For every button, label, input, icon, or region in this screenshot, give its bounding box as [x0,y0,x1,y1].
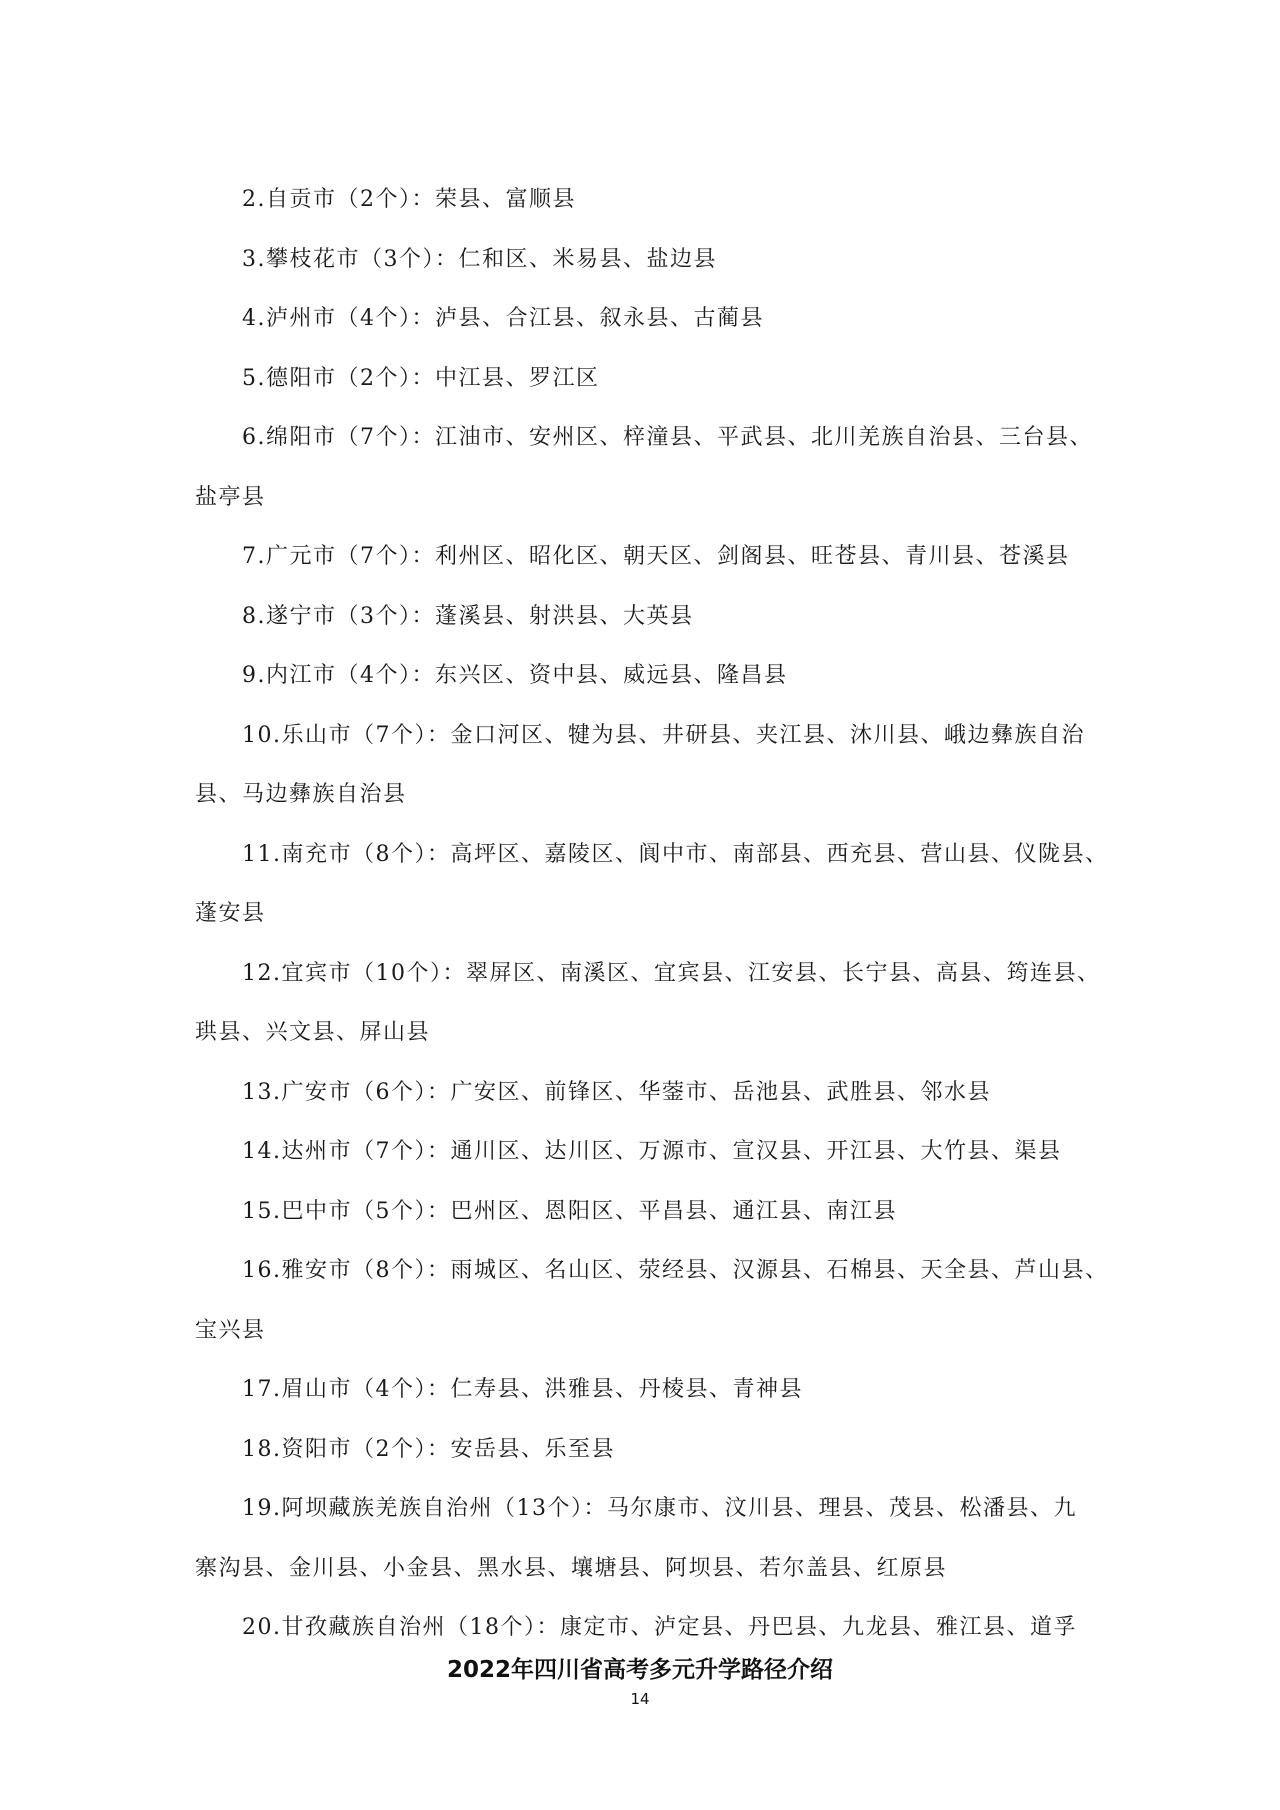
text-line: 15.巴中市（5个）：巴州区、恩阳区、平昌县、通江县、南江县 [242,1198,897,1224]
text-line: 蓬安县 [195,901,266,926]
text-line: 盐亭县 [195,484,266,510]
text-line: 寨沟县、金川县、小金县、黑水县、壤塘县、阿坝县、若尔盖县、红原县 [195,1555,948,1581]
text-line: 10.乐山市（7个）：金口河区、犍为县、井研县、夹江县、沐川县、峨边彝族自治 [242,722,1085,748]
text-line: 6.绵阳市（7个）：江油市、安州区、梓潼县、平武县、北川羌族自治县、三台县、 [242,425,1093,450]
text-line: 17.眉山市（4个）：仁寿县、洪雅县、丹棱县、青神县 [242,1377,803,1402]
text-line: 13.广安市（6个）：广安区、前锋区、华蓥市、岳池县、武胜县、邻水县 [242,1079,991,1105]
text-line: 5.德阳市（2个）：中江县、罗江区 [242,365,600,391]
text-line: 14.达州市（7个）：通川区、达川区、万源市、宣汉县、开江县、大竹县、渠县 [242,1139,1062,1164]
text-line: 9.内江市（4个）：东兴区、资中县、威远县、隆昌县 [242,663,788,688]
text-line: 2.自贡市（2个）：荣县、富顺县 [242,187,576,212]
text-line: 8.遂宁市（3个）：蓬溪县、射洪县、大英县 [242,603,694,629]
text-line: 16.雅安市（8个）：雨城区、名山区、荥经县、汉源县、石棉县、天全县、芦山县、 [242,1258,1109,1283]
text-line: 7.广元市（7个）：利州区、昭化区、朝天区、剑阁县、旺苍县、青川县、苍溪县 [242,544,1070,569]
text-line: 3.攀枝花市（3个）：仁和区、米易县、盐边县 [242,246,717,272]
text-line: 19.阿坝藏族羌族自治州（13个）：马尔康市、汶川县、理县、茂县、松潘县、九 [242,1496,1077,1521]
page-number: 14 [630,1690,650,1708]
text-line: 11.南充市（8个）：高坪区、嘉陵区、阆中市、南部县、西充县、营山县、仪陇县、 [242,841,1109,867]
text-line: 18.资阳市（2个）：安岳县、乐至县 [242,1436,615,1462]
footer-title: 2022年四川省高考多元升学路径介绍 [446,1657,833,1683]
document-body [195,170,1109,1658]
text-line: 20.甘孜藏族自治州（18个）：康定市、泸定县、丹巴县、九龙县、雅江县、道孚 [242,1615,1077,1640]
text-line: 宝兴县 [195,1317,266,1343]
text-line: 珙县、兴文县、屏山县 [195,1020,431,1045]
text-line: 4.泸州市（4个）：泸县、合江县、叙永县、古蔺县 [242,306,764,331]
text-line: 县、马边彝族自治县 [195,782,407,807]
text-line: 12.宜宾市（10个）：翠屏区、南溪区、宜宾县、江安县、长宁县、高县、筠连县、 [242,960,1101,986]
